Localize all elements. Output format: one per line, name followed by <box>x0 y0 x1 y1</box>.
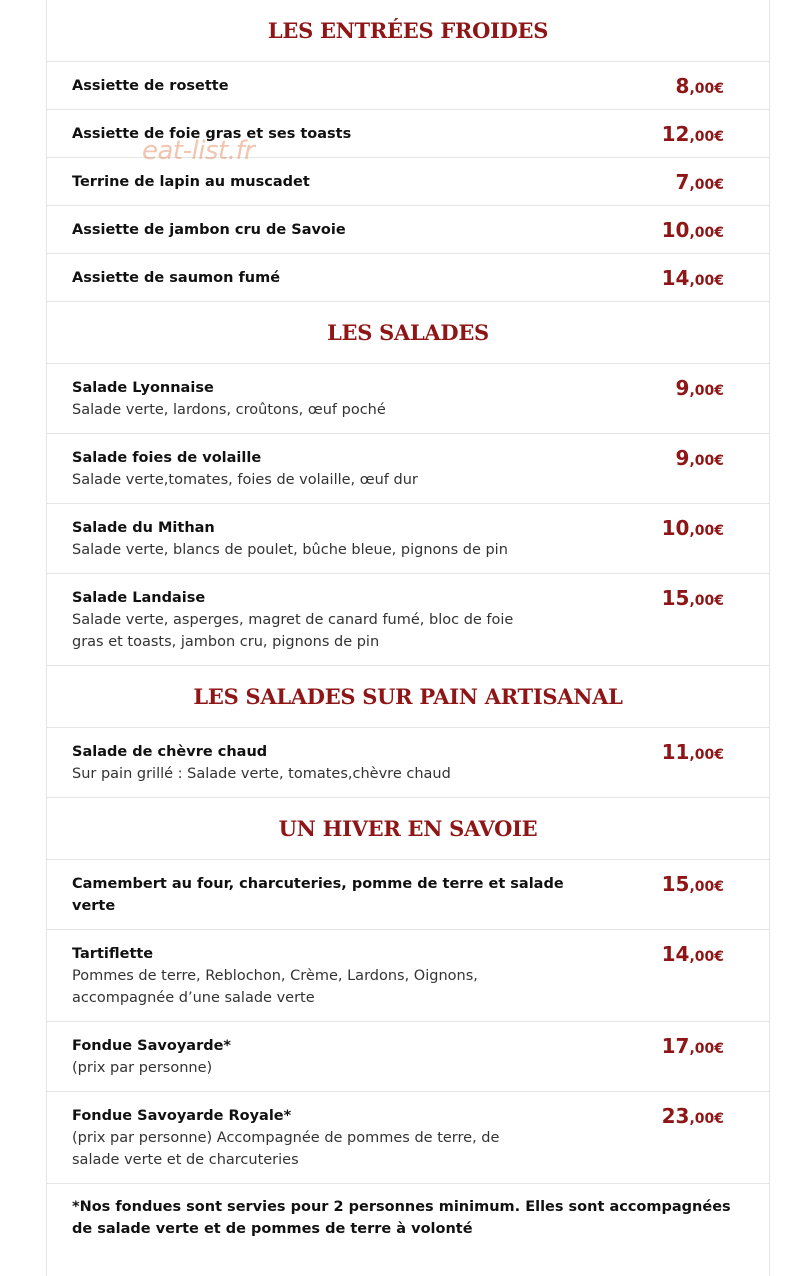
section-salades <box>47 302 769 666</box>
item-price <box>662 123 724 148</box>
price-integer: 12 <box>661 122 690 146</box>
price-decimal: ,00€ <box>689 177 724 193</box>
section-title: LES SALADES <box>47 302 769 364</box>
item-price <box>676 377 724 402</box>
item-description: Salade verte, lardons, croûtons, œuf poché <box>72 402 386 418</box>
price-integer: 10 <box>661 218 690 242</box>
price-integer: 17 <box>661 1034 690 1058</box>
item-description: (prix par personne) <box>72 1060 213 1076</box>
section-title: UN HIVER EN SAVOIE <box>47 798 769 860</box>
item-description: Pommes de terre, Reblochon, Crème, Lardons, Oignons, accompagnée d’une salade verte <box>72 968 478 1006</box>
price-integer: 11 <box>661 740 690 764</box>
menu-item <box>47 574 769 666</box>
menu-item <box>47 930 769 1022</box>
section-title: LES ENTRÉES FROIDES <box>47 0 769 62</box>
item-price <box>662 587 724 612</box>
item-description: Salade verte,tomates, foies de volaille, œuf dur <box>72 472 418 488</box>
menu-item <box>47 254 769 302</box>
price-decimal: ,00€ <box>689 1111 724 1127</box>
price-decimal: ,00€ <box>689 593 724 609</box>
section-salades-pain <box>47 666 769 798</box>
menu-item <box>47 504 769 574</box>
item-price <box>662 873 724 898</box>
item-price <box>676 171 724 196</box>
price-integer: 14 <box>661 942 690 966</box>
item-price <box>662 219 724 244</box>
item-name: Salade du Mithan <box>72 520 215 536</box>
menu-item <box>47 62 769 110</box>
price-decimal: ,00€ <box>689 523 724 539</box>
item-name: Tartiflette <box>72 946 154 962</box>
price-decimal: ,00€ <box>689 879 724 895</box>
menu-item <box>47 434 769 504</box>
price-integer: 9 <box>675 446 690 470</box>
price-decimal: ,00€ <box>689 273 724 289</box>
item-name: Assiette de foie gras et ses toasts <box>72 126 352 142</box>
menu <box>46 0 770 1276</box>
price-decimal: ,00€ <box>689 747 724 763</box>
item-price <box>676 75 724 100</box>
item-description: Salade verte, blancs de poulet, bûche bleue, pignons de pin <box>72 542 508 558</box>
item-description: Salade verte, asperges, magret de canard fumé, bloc de foie gras et toasts, jambon cru, pignons de pin <box>72 612 514 650</box>
menu-item <box>47 1092 769 1184</box>
footnote: *Nos fondues sont servies pour 2 personnes minimum. Elles sont accompagnées de salade verte et de pommes de terre à volonté <box>72 1199 731 1237</box>
price-integer: 7 <box>675 170 690 194</box>
item-price <box>662 741 724 766</box>
menu-item <box>47 158 769 206</box>
item-name: Assiette de jambon cru de Savoie <box>72 222 346 238</box>
price-integer: 9 <box>675 376 690 400</box>
menu-item <box>47 1022 769 1092</box>
item-price <box>662 267 724 292</box>
item-name: Salade Landaise <box>72 590 206 606</box>
price-decimal: ,00€ <box>689 81 724 97</box>
item-price <box>662 943 724 968</box>
item-price <box>676 447 724 472</box>
price-integer: 14 <box>661 266 690 290</box>
price-decimal: ,00€ <box>689 453 724 469</box>
item-name: Camembert au four, charcuteries, pomme de terre et salade verte <box>72 876 564 914</box>
item-name: Salade de chèvre chaud <box>72 744 268 760</box>
item-price <box>662 1105 724 1130</box>
price-decimal: ,00€ <box>689 383 724 399</box>
menu-item <box>47 110 769 158</box>
section-hiver-savoie <box>47 798 769 1184</box>
item-description: Sur pain grillé : Salade verte, tomates,chèvre chaud <box>72 766 451 782</box>
menu-item <box>47 206 769 254</box>
price-decimal: ,00€ <box>689 949 724 965</box>
item-price <box>662 517 724 542</box>
item-name: Assiette de saumon fumé <box>72 270 281 286</box>
item-name: Terrine de lapin au muscadet <box>72 174 310 190</box>
menu-item <box>47 728 769 798</box>
item-name: Fondue Savoyarde* <box>72 1038 232 1054</box>
price-integer: 23 <box>661 1104 690 1128</box>
item-name: Assiette de rosette <box>72 78 229 94</box>
price-decimal: ,00€ <box>689 1041 724 1057</box>
watermark-logo: eat-list.fr <box>142 136 255 166</box>
section-title: LES SALADES SUR PAIN ARTISANAL <box>47 666 769 728</box>
item-description: (prix par personne) Accompagnée de pommes de terre, de salade verte et de charcuteries <box>72 1130 500 1168</box>
menu-item <box>47 860 769 930</box>
item-price <box>662 1035 724 1060</box>
menu-item <box>47 364 769 434</box>
price-integer: 10 <box>661 516 690 540</box>
price-decimal: ,00€ <box>689 129 724 145</box>
price-integer: 15 <box>661 586 690 610</box>
price-integer: 8 <box>675 74 690 98</box>
price-decimal: ,00€ <box>689 225 724 241</box>
section-entrees-froides <box>47 0 769 302</box>
item-name: Salade foies de volaille <box>72 450 262 466</box>
item-name: Fondue Savoyarde Royale* <box>72 1108 292 1124</box>
item-name: Salade Lyonnaise <box>72 380 214 396</box>
price-integer: 15 <box>661 872 690 896</box>
